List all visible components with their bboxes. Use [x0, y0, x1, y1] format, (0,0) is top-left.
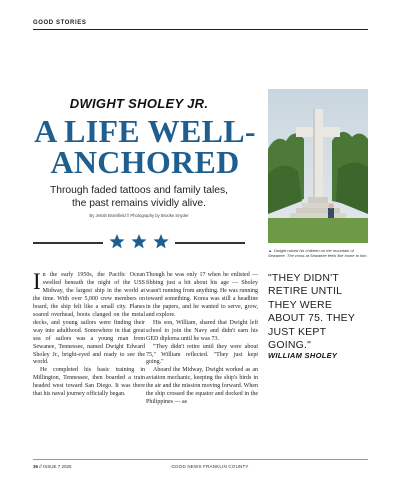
headline-line-2: ANCHORED — [50, 144, 240, 180]
body-column-1 — [33, 269, 145, 399]
article-byline: By Jeriah Bramfield // Photography by Brooke Snyder — [89, 213, 189, 218]
drop-cap: I — [33, 269, 41, 294]
body-column-2 — [146, 272, 258, 407]
body-paragraph: He completed his basic training in Millington, Tennessee, then boarded a train headed west toward San Diego. It was there that his naval journey officially began. — [33, 367, 145, 398]
section-divider — [33, 29, 368, 30]
deck-line-2: the past remains vividly alive. — [72, 198, 206, 209]
pull-quote: "THEY DIDN'T RETIRE UNTIL THEY WERE ABOUT 75. THEY JUST KEPT GOING." — [268, 272, 355, 352]
star-divider-right-rule — [175, 242, 245, 244]
body-paragraph: Aboard the Midway, Dwight worked as an aviation mechanic, keeping the ship's birds in the air and the mission moving forward. When the ship crossed the equator and docked in the Philippines — as — [146, 367, 258, 406]
photo-caption-text: Dwight raised his children on the mountain of Sewanee. The cross at Sewanee feels like home to him. — [268, 248, 368, 258]
section-label: GOOD STORIES — [33, 20, 87, 26]
paragraph-text: n the early 1950s, the Pacific Ocean swelled beneath the night of the USS Midway, the largest ship in the world at the time. With over 5,000 crew members on board, the ship felt like a small city. Planes soared overhead, boots clanged on the metal decks, and young sailors were finding their way into adulthood. Somewhere in that great sea of sailors was a young man from Sewanee, Tennessee, named Dwight Edward Sholey Jr., bright-eyed and ready to see the world. — [33, 272, 145, 366]
page-number: 36 — [33, 464, 39, 469]
body-paragraph: "They didn't retire until they were about 75," William reflected. "They just kept going." — [146, 343, 258, 366]
headline-line-1: A LIFE WELL- — [34, 113, 256, 149]
caption-triangle-icon: ▲ — [268, 248, 272, 253]
body-paragraph: His son, William, shared that Dwight left school to join the Navy and didn't earn his GED diploma until he was 73. — [146, 319, 258, 342]
star-divider-left-rule — [33, 242, 103, 244]
pull-quote-attribution: WILLIAM SHOLEY — [268, 351, 338, 360]
star-icon — [153, 234, 168, 248]
body-paragraph: Though he was only 17 when he enlisted — fibbing just a bit about his age — Sholey wasn't running from anything. He was running toward something. Korea was still a headline in the papers, and he wanted to serve, grow, and explore. — [146, 272, 258, 318]
photo-caption — [268, 248, 368, 258]
article-kicker: DWIGHT SHOLEY JR. — [69, 96, 209, 111]
article-deck — [33, 184, 245, 210]
star-icon — [109, 234, 124, 248]
footer-folio — [33, 464, 72, 469]
footer-publication: GOOD NEWS FRANKLIN COUNTY — [171, 464, 249, 469]
footer-divider — [33, 459, 368, 460]
issue-label: // ISSUE 7 2025 — [38, 464, 72, 469]
cross-photo — [268, 89, 368, 243]
deck-line-1: Through faded tattoos and family tales, — [49, 185, 228, 196]
article-headline — [30, 113, 260, 180]
star-icon — [131, 234, 146, 248]
body-paragraph — [33, 269, 145, 367]
star-divider — [108, 233, 170, 249]
